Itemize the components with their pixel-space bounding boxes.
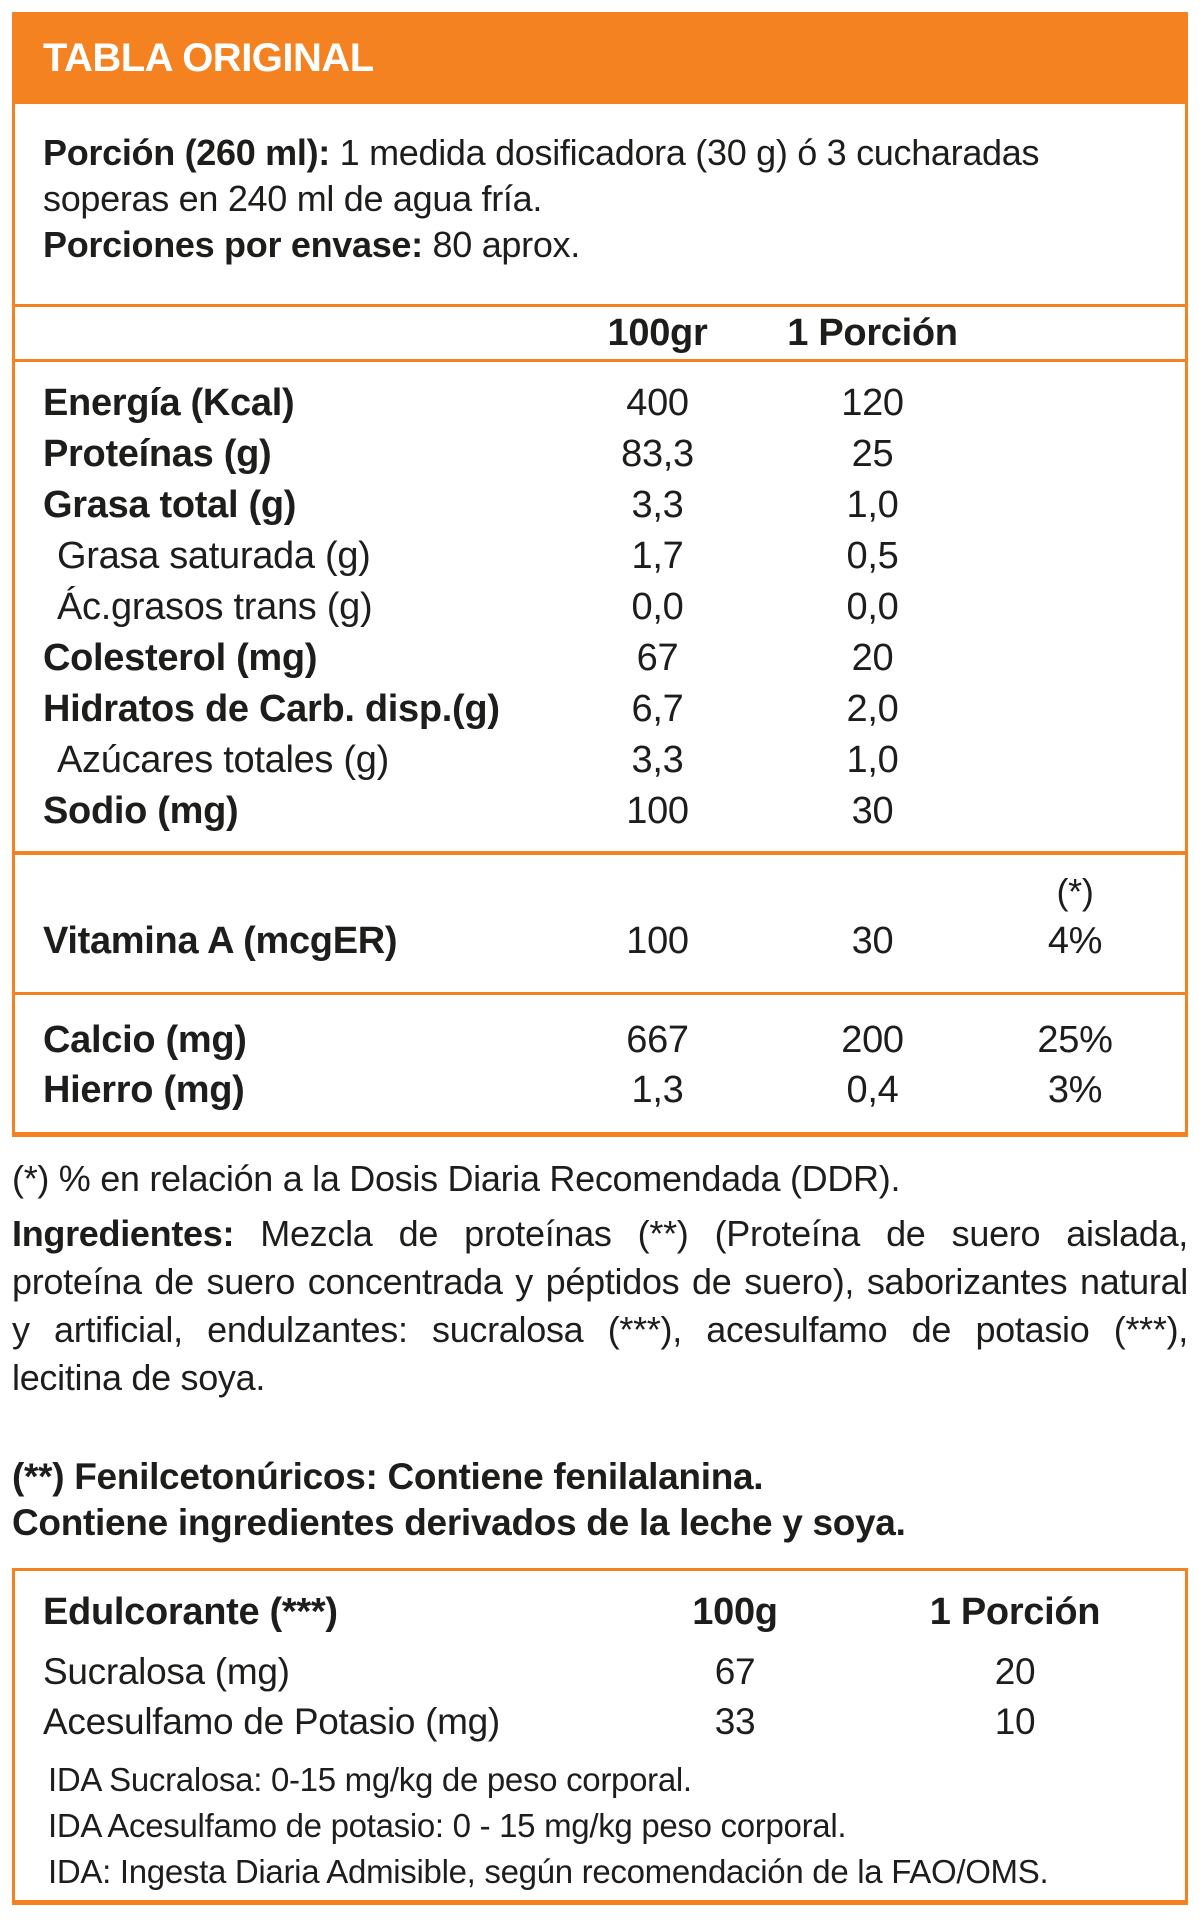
- column-header-100gr: 100gr: [607, 311, 708, 354]
- table-row-energia: [43, 378, 1170, 429]
- row-value-100g: 1,7: [631, 535, 684, 577]
- row-value-100g: 67: [636, 637, 679, 679]
- sweetener-column-header-100g: 100g: [692, 1591, 778, 1633]
- row-label: Ác.grasos trans (g): [57, 586, 373, 628]
- table-row-colesterol: [43, 633, 1170, 684]
- row-value-porcion: 2,0: [846, 688, 899, 730]
- row-label: Acesulfamo de Potasio (mg): [43, 1701, 500, 1742]
- serving-info-box: [12, 104, 1188, 304]
- table-row-vitamina-a: [43, 915, 1170, 967]
- row-value-100g: 1,3: [631, 1069, 684, 1111]
- row-value-100g: 100: [626, 790, 689, 832]
- table-row-hierro: [43, 1065, 1170, 1115]
- sweetener-table-header: [43, 1587, 1165, 1637]
- table-row-grasa-total: [43, 480, 1170, 531]
- row-label: Energía (Kcal): [43, 382, 295, 424]
- row-value-ddr: [980, 378, 1170, 429]
- row-value-100g: 400: [626, 382, 689, 424]
- ingredients-text: Mezcla de proteínas (**) (Proteína de suero aislada, proteína de suero concentrada y péptidos de suero), saborizantes natural y artificial, endulzantes: sucralosa (***), acesulfamo de potasio (***), lecitina de soya.: [12, 1213, 1188, 1398]
- row-value-porcion: 20: [851, 637, 894, 679]
- row-value-100g: 6,7: [631, 688, 684, 730]
- servings-per-container-line: [43, 222, 1165, 268]
- ddr-mark-row: [43, 869, 1170, 915]
- row-value-porcion: 0,5: [846, 535, 899, 577]
- row-label: Hidratos de Carb. disp.(g): [43, 688, 500, 730]
- row-label: Hierro (mg): [43, 1069, 245, 1111]
- main-table-column-headers: [12, 304, 1188, 362]
- row-label: Sodio (mg): [43, 790, 239, 832]
- serving-size-text: 1 medida dosificadora (30 g) ó 3 cucharadas soperas en 240 ml de agua fría.: [43, 132, 1040, 219]
- row-value-ddr: [980, 531, 1170, 582]
- ida-sucralosa-note: IDA Sucralosa: 0-15 mg/kg de peso corporal.: [48, 1761, 692, 1798]
- table-row-proteinas: [43, 429, 1170, 480]
- row-value-100g: 67: [714, 1651, 756, 1692]
- table-row-calcio: [43, 1015, 1170, 1065]
- row-label: Colesterol (mg): [43, 637, 318, 679]
- ida-definition-note: IDA: Ingesta Diaria Admisible, según recomendación de la FAO/OMS.: [48, 1853, 1049, 1890]
- row-value-porcion: 1,0: [846, 484, 899, 526]
- row-value-ddr: [980, 480, 1170, 531]
- sweetener-column-header-1-porcion: 1 Porción: [929, 1591, 1101, 1633]
- ddr-mark: (*): [1056, 871, 1094, 912]
- row-value-porcion: 30: [851, 920, 894, 962]
- nutrition-table: [12, 362, 1188, 855]
- table-row-grasos-trans: [43, 582, 1170, 633]
- row-value-ddr: [980, 582, 1170, 633]
- row-value-porcion: 0,0: [846, 586, 899, 628]
- row-label: Grasa saturada (g): [57, 535, 371, 577]
- page-title: TABLA ORIGINAL: [43, 35, 374, 80]
- row-value-100g: 3,3: [631, 484, 684, 526]
- row-label: Sucralosa (mg): [43, 1651, 290, 1692]
- column-header-1-porcion: 1 Porción: [787, 311, 958, 354]
- ingredients-label: Ingredientes:: [12, 1213, 235, 1254]
- table-row-grasa-saturada: [43, 531, 1170, 582]
- row-value-porcion: 10: [994, 1701, 1036, 1742]
- minerals-table: [12, 995, 1188, 1137]
- row-value-ddr: [980, 429, 1170, 480]
- row-value-ddr: [980, 735, 1170, 786]
- row-value-porcion: 20: [994, 1651, 1036, 1692]
- row-label: Grasa total (g): [43, 484, 297, 526]
- table-row-sodio: [43, 786, 1170, 837]
- ida-notes: [43, 1757, 1165, 1895]
- row-value-ddr: 3%: [1047, 1069, 1103, 1111]
- row-label: Vitamina A (mcgER): [43, 920, 398, 962]
- row-value-ddr: 25%: [1037, 1019, 1113, 1061]
- ingredients-paragraph: [12, 1210, 1188, 1402]
- row-value-porcion: 1,0: [846, 739, 899, 781]
- row-value-ddr: [980, 633, 1170, 684]
- table-row-azucares: [43, 735, 1170, 786]
- row-value-porcion: 0,4: [846, 1069, 899, 1111]
- vitamin-table: [12, 855, 1188, 995]
- row-label: Calcio (mg): [43, 1019, 247, 1061]
- sweetener-title: Edulcorante (***): [43, 1591, 338, 1633]
- serving-size-label: Porción (260 ml):: [43, 132, 330, 173]
- phenylketonurics-warning: (**) Fenilcetonúricos: Contiene fenilalanina.: [12, 1456, 764, 1497]
- row-value-porcion: 25: [851, 433, 894, 475]
- row-value-porcion: 200: [841, 1019, 904, 1061]
- allergen-block: [12, 1454, 1188, 1546]
- row-value-100g: 100: [626, 920, 689, 962]
- servings-per-container-label: Porciones por envase:: [43, 224, 423, 265]
- sweetener-table: [12, 1568, 1188, 1905]
- servings-per-container-value: 80 aprox.: [422, 224, 580, 265]
- row-value-100g: 0,0: [631, 586, 684, 628]
- row-value-ddr: [980, 684, 1170, 735]
- row-value-100g: 83,3: [621, 433, 694, 475]
- ddr-footnote: (*) % en relación a la Dosis Diaria Recomendada (DDR).: [12, 1158, 901, 1199]
- spacer-cell: [43, 312, 550, 355]
- milk-soy-warning: Contiene ingredientes derivados de la leche y soya.: [12, 1502, 906, 1543]
- row-label: Azúcares totales (g): [57, 739, 389, 781]
- title-band: [12, 12, 1188, 104]
- row-value-porcion: 120: [841, 382, 904, 424]
- row-value-ddr: 4%: [1047, 920, 1103, 962]
- row-value-porcion: 30: [851, 790, 894, 832]
- row-value-ddr: [980, 786, 1170, 837]
- row-value-100g: 3,3: [631, 739, 684, 781]
- table-row-sucralosa: [43, 1647, 1165, 1697]
- spacer-cell: [980, 312, 1170, 355]
- serving-size-line: [43, 130, 1165, 222]
- row-label: Proteínas (g): [43, 433, 272, 475]
- table-row-hidratos: [43, 684, 1170, 735]
- row-value-100g: 667: [626, 1019, 689, 1061]
- row-value-100g: 33: [714, 1701, 756, 1742]
- ida-acesulfamo-note: IDA Acesulfamo de potasio: 0 - 15 mg/kg peso corporal.: [48, 1807, 847, 1844]
- table-row-acesulfamo: [43, 1697, 1165, 1747]
